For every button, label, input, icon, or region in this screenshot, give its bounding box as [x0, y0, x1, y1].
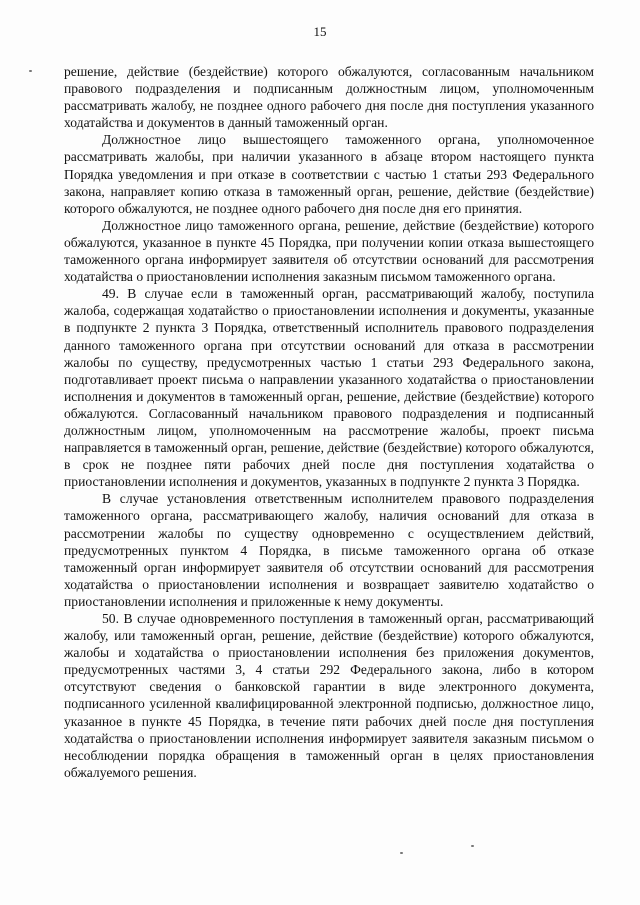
scan-speck: [471, 845, 474, 847]
paragraph-item-49: 49. В случае если в таможенный орган, рассматривающий жалобу, поступила жалоба, содержащая ходатайство о приостановлении исполнения и документы, указанные в подпункте 2 пункта 3 Порядка, ответственный исполнитель правового подразделения данного таможенного органа при отсутствии оснований для отказа в рассмотрении жалобы по существу, предусмотренных частью 1 статьи 293 Федерального закона, подготавливает проект письма о направлении указанного ходатайства о приостановлении исполнения и документов в таможенный орган, решение, действие (бездействие) которого обжалуются. Согласованный начальником правового подразделения и подписанный должностным лицом, уполномоченным на рассмотрение жалобы, проект письма направляется в таможенный орган, решение, действие (бездействие) которого обжалуются, в срок не позднее пяти рабочих дней после дня поступления ходатайства о приостановлении исполнения и документов, указанных в подпункте 2 пункта 3 Порядка.: [64, 286, 594, 490]
document-body: [64, 63, 594, 781]
paragraph: Должностное лицо вышестоящего таможенного органа, уполномоченное рассматривать жалобы, при наличии указанного в абзаце втором настоящего пункта Порядка уведомления и при отказе в соответствии с частью 1 статьи 293 Федерального закона, направляет копию отказа в таможенный орган, решение, действие (бездействие) которого обжалуются, не позднее одного рабочего дня после дня его принятия.: [64, 132, 594, 216]
page-number: 15: [313, 24, 327, 39]
scan-speck: [29, 70, 32, 72]
paragraph: Должностное лицо таможенного органа, решение, действие (бездействие) которого обжалуются, указанное в пункте 45 Порядка, при получении копии отказа вышестоящего таможенного органа информирует заявителя об отсутствии оснований для рассмотрения ходатайства о приостановлении исполнения заказным письмом таможенного органа.: [64, 217, 594, 285]
paragraph-item-50: 50. В случае одновременного поступления в таможенный орган, рассматривающий жалобу, или таможенный орган, решение, действие (бездействие) которого обжалуются, жалобы и ходатайства о приостановлении исполнения без приложения документов, предусмотренных частями 3, 4 статьи 292 Федерального закона, либо в котором отсутствуют сведения о банковской гарантии в виде электронного документа, подписанного усиленной квалифицированной электронной подписью, должностное лицо, указанное в пункте 45 Порядка, в течение пяти рабочих дней после дня поступления ходатайства о приостановлении исполнения информирует заявителя заказным письмом о несоблюдении порядка обращения в таможенный орган в целях приостановления обжалуемого решения.: [64, 611, 594, 780]
paragraph: В случае установления ответственным исполнителем правового подразделения таможенного органа, рассматривающего жалобу, наличия оснований для отказа в рассмотрении жалобы по существу одновременно с осуществлением действий, предусмотренных пунктом 4 Порядка, в письме таможенного органа об отказе таможенный орган информирует заявителя об отсутствии оснований для рассмотрения ходатайства о приостановлении исполнения и возвращает заявителю ходатайство о приостановлении исполнения и приложенные к нему документы.: [64, 491, 594, 609]
scan-speck: [400, 852, 403, 854]
paragraph: решение, действие (бездействие) которого обжалуются, согласованным начальником правового подразделения и подписанным должностным лицом, уполномоченным рассматривать жалобу, не позднее одного рабочего дня после дня поступления указанного ходатайства и документов в данный таможенный орган.: [64, 64, 594, 131]
